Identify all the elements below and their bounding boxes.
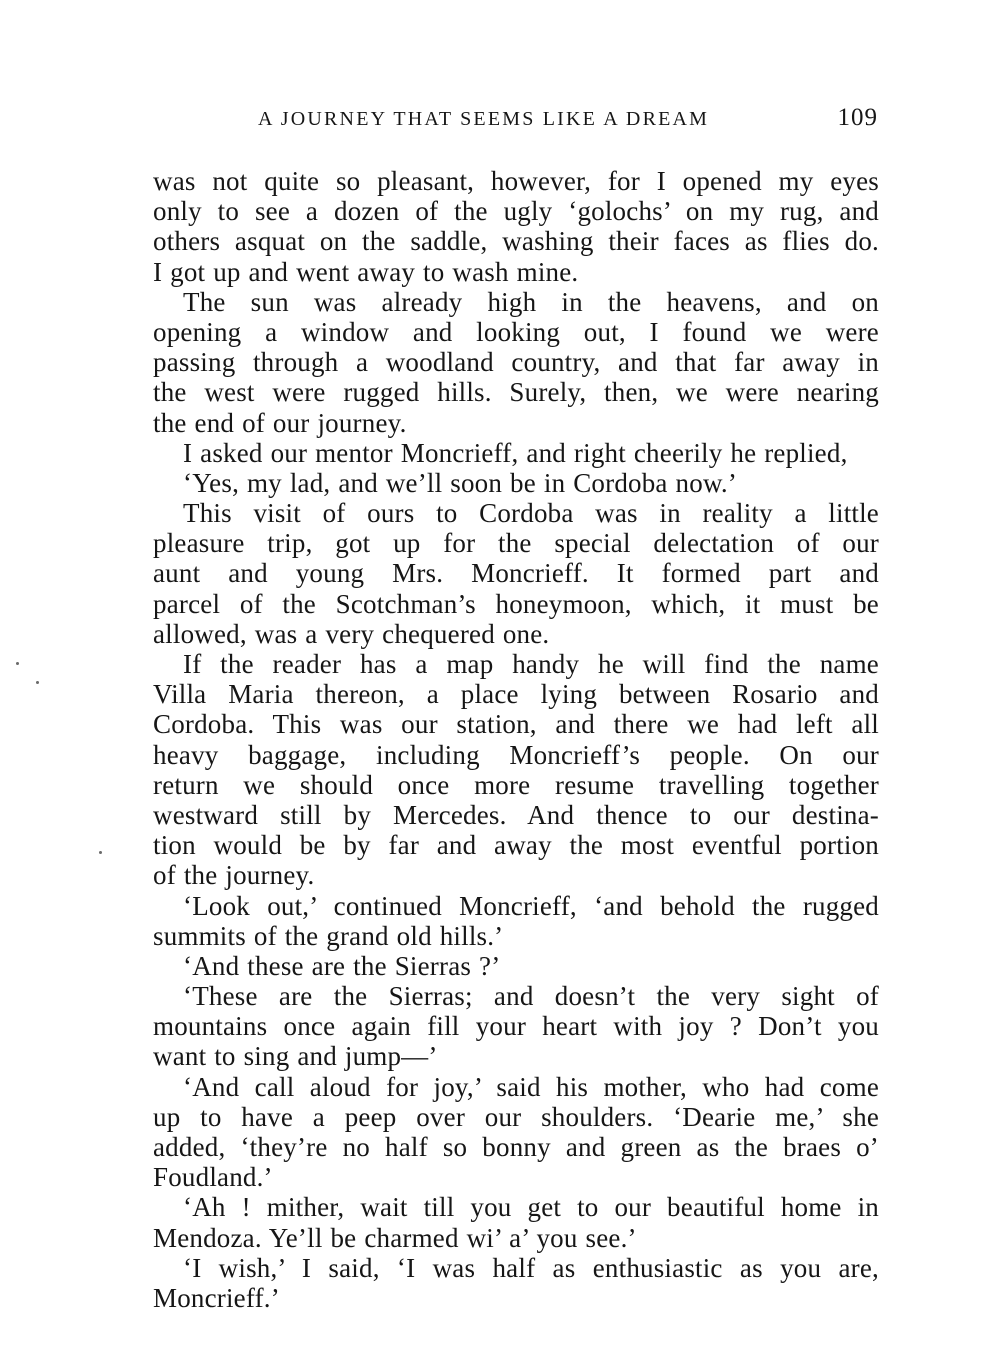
text-line: of the journey.: [153, 860, 315, 891]
text-line: ‘I wish,’ I said, ‘I was half as enthusiastic as you are,: [183, 1252, 879, 1283]
text-line: tion would be by far and away the most eventful portion: [153, 830, 879, 861]
text-line: only to see a dozen of the ugly ‘golochs’ on my rug, and: [153, 196, 879, 227]
paragraph: [153, 981, 879, 1072]
text-line: aunt and young Mrs. Moncrieff. It formed part and: [153, 558, 879, 589]
text-line: The sun was already high in the heavens, and on: [183, 286, 879, 317]
paragraph: [153, 438, 879, 468]
text-line: Foudland.’: [153, 1162, 273, 1193]
text-line: mountains once again fill your heart with joy ? Don’t you: [153, 1011, 879, 1042]
text-line: passing through a woodland country, and that far away in: [153, 347, 879, 378]
text-line: Moncrieff.’: [153, 1282, 280, 1313]
text-line: want to sing and jump—’: [153, 1041, 438, 1072]
text-line: the end of our journey.: [153, 407, 407, 438]
text-line: others asquat on the saddle, washing their faces as flies do.: [153, 226, 879, 257]
text-line: allowed, was a very chequered one.: [153, 618, 550, 649]
scan-speck: [16, 662, 19, 665]
scan-speck: [36, 681, 39, 684]
paragraph: [153, 1072, 879, 1193]
text-line: was not quite so pleasant, however, for I opened my eyes: [153, 166, 879, 196]
scan-speck: [99, 851, 102, 854]
text-line: Villa Maria thereon, a place lying between Rosario and: [153, 679, 879, 710]
text-line: Mendoza. Ye’ll be charmed wi’ a’ you see.’: [153, 1222, 637, 1253]
text-line: added, ‘they’re no half so bonny and green as the braes o’: [153, 1132, 879, 1162]
page-number: 109: [837, 104, 878, 131]
text-line: Cordoba. This was our station, and there we had left all: [153, 709, 879, 740]
text-line: pleasure trip, got up for the special delectation of our: [153, 528, 879, 559]
text-line: heavy baggage, including Moncrieff’s people. On our: [153, 739, 879, 770]
paragraph: [153, 287, 879, 438]
text-line: up to have a peep over our shoulders. ‘Dearie me,’ she: [153, 1101, 879, 1132]
text-line: summits of the grand old hills.’: [153, 920, 504, 951]
paragraph: [153, 951, 879, 981]
paragraph: [153, 649, 879, 891]
text-line: the west were rugged hills. Surely, then, we were nearing: [153, 377, 879, 408]
text-line: ‘Look out,’ continued Moncrieff, ‘and behold the rugged: [183, 890, 879, 921]
paragraph: [153, 1192, 879, 1252]
text-line: opening a window and looking out, I found we were: [153, 316, 879, 347]
text-line: I got up and went away to wash mine.: [153, 256, 579, 287]
running-title: A JOURNEY THAT SEEMS LIKE A DREAM: [258, 108, 710, 130]
text-line: ‘And these are the Sierras ?’: [183, 950, 501, 981]
text-line: If the reader has a map handy he will find the name: [183, 649, 879, 679]
text-line: return we should once more resume travelling together: [153, 769, 879, 800]
paragraph: [153, 1253, 879, 1313]
body-text: [153, 166, 879, 1313]
text-line: ‘These are the Sierras; and doesn’t the very sight of: [183, 981, 879, 1012]
text-line: I asked our mentor Moncrieff, and right cheerily he replied,: [183, 437, 848, 468]
text-line: This visit of ours to Cordoba was in reality a little: [183, 498, 879, 529]
paragraph: [153, 468, 879, 498]
text-line: westward still by Mercedes. And thence to our destina-: [153, 799, 879, 830]
page-header: [258, 104, 880, 134]
paragraph: [153, 166, 879, 287]
text-line: ‘Ah ! mither, wait till you get to our beautiful home in: [183, 1192, 879, 1223]
text-line: parcel of the Scotchman’s honeymoon, which, it must be: [153, 588, 879, 619]
paragraph: [153, 498, 879, 649]
text-line: ‘And call aloud for joy,’ said his mother, who had come: [183, 1071, 879, 1102]
paragraph: [153, 891, 879, 951]
text-line: ‘Yes, my lad, and we’ll soon be in Cordoba now.’: [183, 467, 738, 498]
